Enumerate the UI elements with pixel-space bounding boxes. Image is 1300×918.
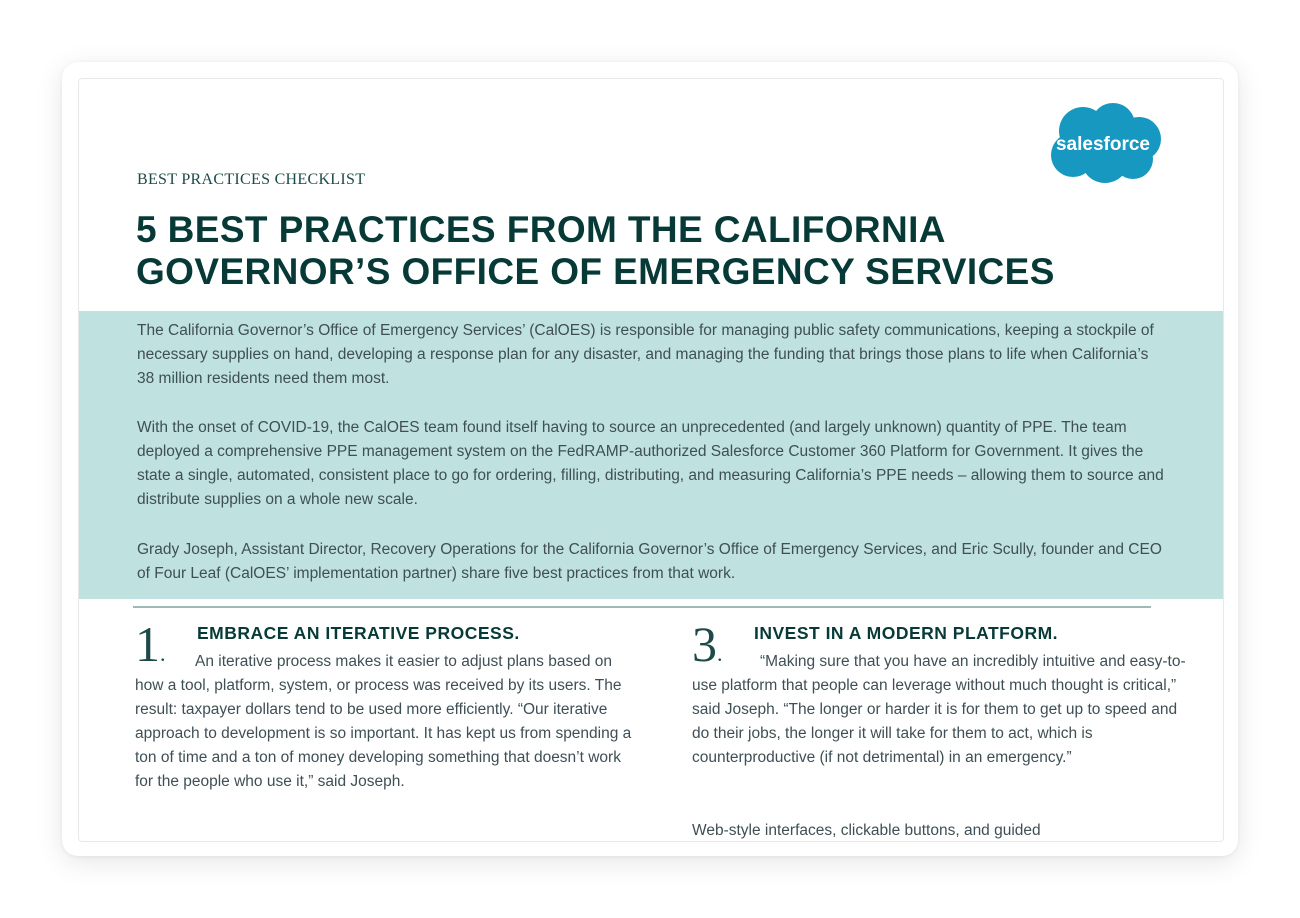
practice-body: An iterative process makes it easier to adjust plans based on how a tool, platform, system, or process was received by its users. The result: taxpayer dollars tend to be used more efficiently. “Our iterative approach to development is so important. It has kept us from spending a ton of time and a ton of money developing something that doesn’t work for the people who use it,” said Joseph. bbox=[135, 653, 632, 790]
practice-body: “Making sure that you have an incredibly intuitive and easy-to-use platform that people can leverage without much thought is critical,” said Joseph. “The longer or harder it is for them to get up to speed and do their jobs, the longer it will take for them to act, which is counterproductive (if not detrimental) in an emergency.” bbox=[692, 653, 1186, 766]
title-line-2: GOVERNOR’S OFFICE OF EMERGENCY SERVICES bbox=[136, 251, 1055, 292]
practice-number: 3. bbox=[692, 616, 723, 672]
practice-heading: EMBRACE AN ITERATIVE PROCESS. bbox=[197, 623, 520, 643]
salesforce-logo bbox=[1041, 99, 1167, 187]
practice-body-continued: Web-style interfaces, clickable buttons, and guided bbox=[692, 822, 1041, 839]
logo-wordmark: salesforce bbox=[1055, 134, 1151, 155]
intro-paragraph-1: The California Governor’s Office of Emergency Services’ (CalOES) is responsible for managing public safety communications, keeping a stockpile of necessary supplies on hand, developing a response plan for any disaster, and managing the funding that brings those plans to life when California’s 38 million residents need them most. bbox=[137, 322, 1154, 387]
section-divider bbox=[133, 606, 1151, 608]
eyebrow-label: BEST PRACTICES CHECKLIST bbox=[137, 171, 366, 188]
intro-paragraph-2: With the onset of COVID-19, the CalOES team found itself having to source an unprecedented (and largely unknown) quantity of PPE. The team deployed a comprehensive PPE management system on the FedRAMP-authorized Salesforce Customer 360 Platform for Government. It gives the state a single, automated, consistent place to go for ordering, filling, distributing, and measuring California’s PPE needs – allowing them to source and distribute supplies on a whole new scale. bbox=[137, 419, 1164, 508]
document-page bbox=[78, 78, 1224, 842]
title-line-1: 5 BEST PRACTICES FROM THE CALIFORNIA bbox=[136, 209, 946, 250]
intro-band bbox=[79, 311, 1223, 599]
page-title bbox=[136, 209, 1196, 293]
intro-paragraph-3: Grady Joseph, Assistant Director, Recovery Operations for the California Governor’s Office of Emergency Services, and Eric Scully, founder and CEO of Four Leaf (CalOES’ implementation partner) share five best practices from that work. bbox=[137, 541, 1162, 582]
practice-heading: INVEST IN A MODERN PLATFORM. bbox=[754, 623, 1059, 643]
practice-number: 1. bbox=[135, 616, 166, 672]
